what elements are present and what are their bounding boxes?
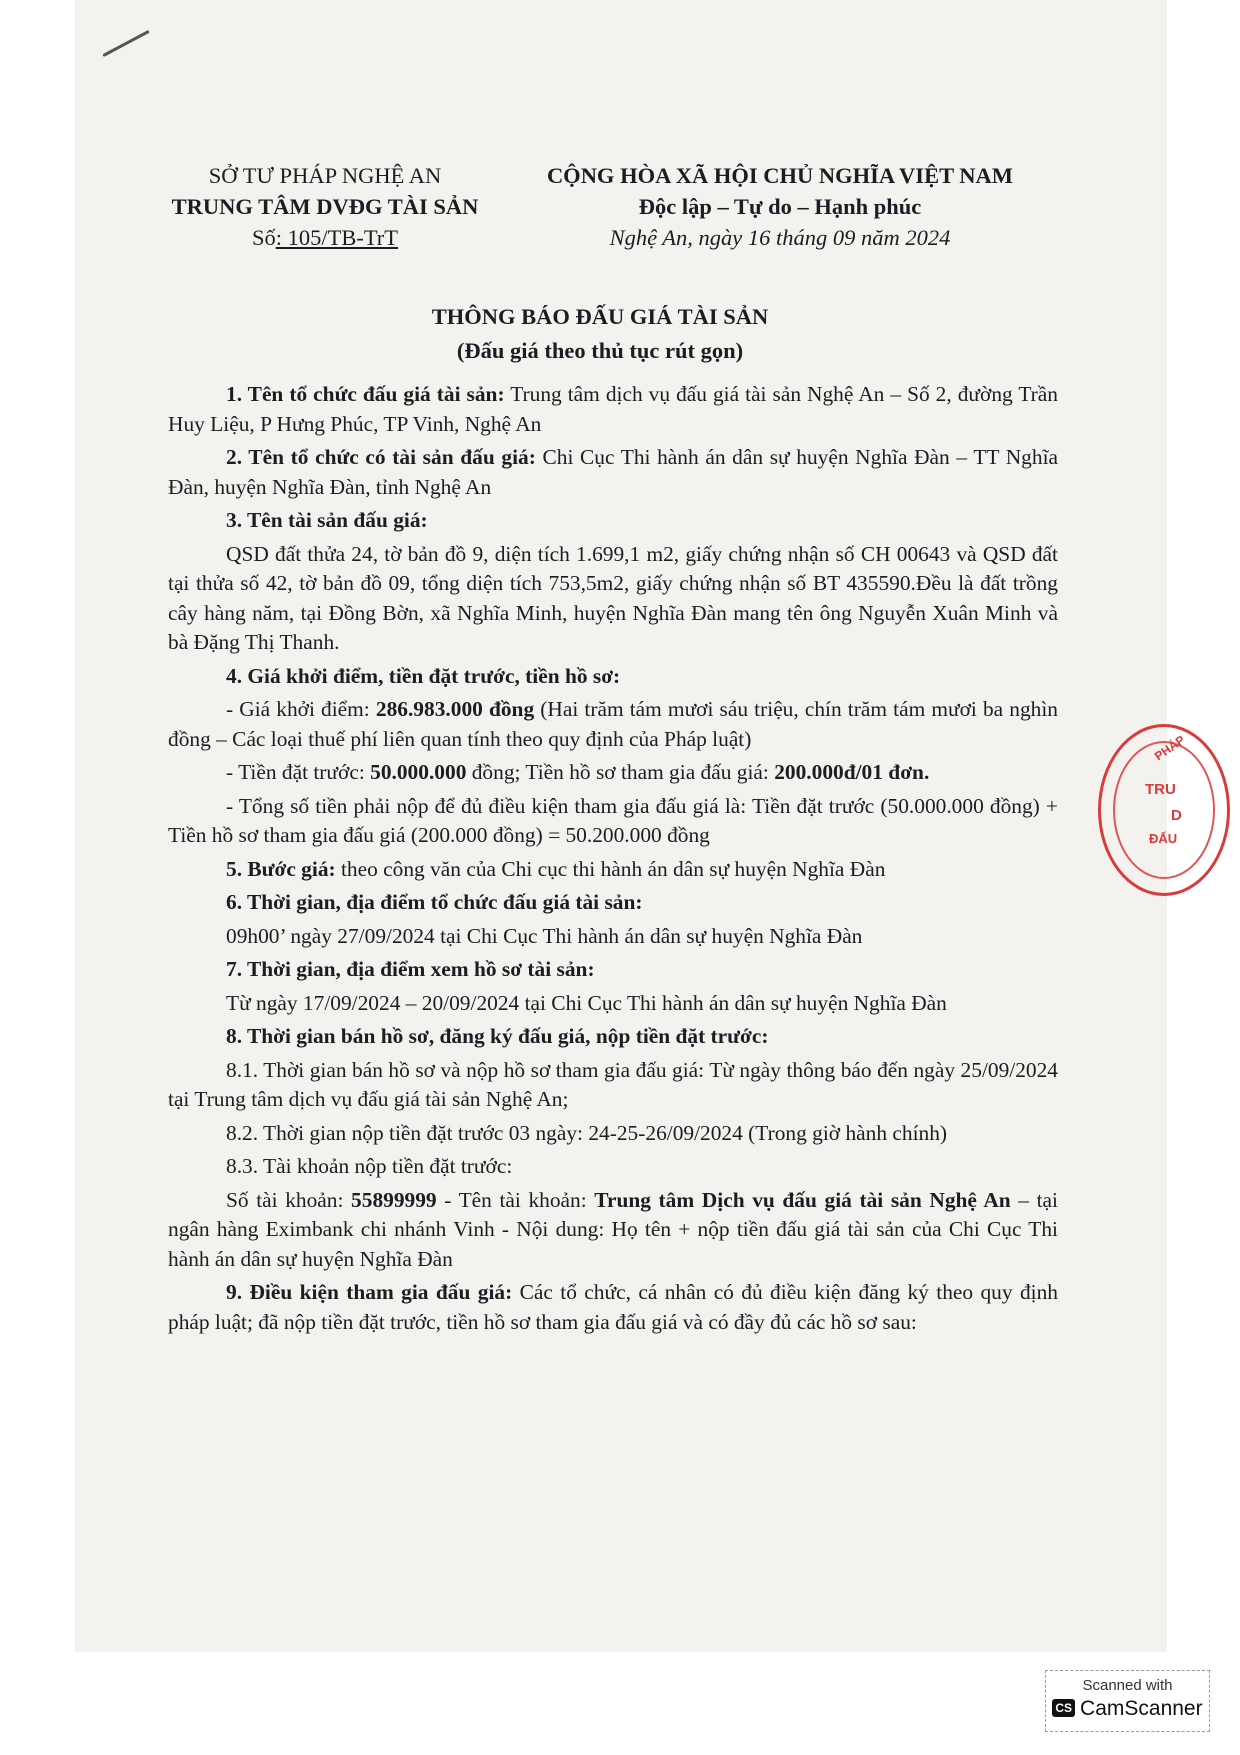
country-name: CỘNG HÒA XÃ HỘI CHỦ NGHĨA VIỆT NAM bbox=[546, 163, 1014, 188]
section-8-2: 8.2. Thời gian nộp tiền đặt trước 03 ngày: 24-25-26/09/2024 (Trong giờ hành chính) bbox=[226, 1120, 948, 1145]
section-6-text: 09h00’ ngày 27/09/2024 tại Chi Cục Thi hành án dân sự huyện Nghĩa Đàn bbox=[226, 923, 863, 948]
section-7-heading: 7. Thời gian, địa điểm xem hồ sơ tài sản: bbox=[226, 957, 595, 981]
bank-account-info: Số tài khoản: 55899999 - Tên tài khoản: Trung tâm Dịch vụ đấu giá tài sản Nghệ An – tại ngân hàng Eximbank chi nhánh Vinh - Nội dung: Họ tên + nộp tiền đấu giá tài sản của Chi Cục Thi hành án dân sự huyện Nghĩa Đàn bbox=[168, 1187, 1058, 1271]
doc-number: Số: 105/TB-TrT bbox=[251, 225, 399, 250]
section-1: 1. Tên tổ chức đấu giá tài sản: Trung tâm dịch vụ đấu giá tài sản Nghệ An – Số 2, đường Trần Huy Liệu, P Hưng Phúc, TP Vinh, Nghệ An bbox=[168, 382, 1058, 436]
camscanner-watermark: Scanned with CS CamScanner bbox=[1045, 1670, 1210, 1732]
document-title bbox=[200, 300, 1000, 368]
cs-logo-icon: CS bbox=[1052, 1699, 1075, 1717]
section-4-heading: 4. Giá khởi điểm, tiền đặt trước, tiền hồ sơ: bbox=[226, 663, 621, 688]
place-date: Nghệ An, ngày 16 tháng 09 năm 2024 bbox=[609, 225, 951, 250]
section-8-heading: 8. Thời gian bán hồ sơ, đăng ký đấu giá, nộp tiền đặt trước: bbox=[226, 1024, 769, 1048]
red-seal-stamp: PHÁP TRU D ĐẤU bbox=[1098, 724, 1230, 896]
section-7-text: Từ ngày 17/09/2024 – 20/09/2024 tại Chi Cục Thi hành án dân sự huyện Nghĩa Đàn bbox=[226, 990, 947, 1015]
national-header bbox=[520, 160, 1040, 253]
org-parent: SỞ TƯ PHÁP NGHỆ AN bbox=[208, 163, 442, 188]
section-3-heading: 3. Tên tài sản đấu giá: bbox=[226, 508, 428, 532]
section-6-heading: 6. Thời gian, địa điểm tổ chức đấu giá tài sản: bbox=[226, 890, 643, 914]
section-4-total: - Tổng số tiền phải nộp để đủ điều kiện tham gia đấu giá là: Tiền đặt trước (50.000.000 đồng) + Tiền hồ sơ tham gia đấu giá (200.000 đồng) = 50.200.000 đồng bbox=[168, 793, 1058, 847]
section-8-3: 8.3. Tài khoản nộp tiền đặt trước: bbox=[226, 1154, 513, 1178]
section-8-1: 8.1. Thời gian bán hồ sơ và nộp hồ sơ tham gia đấu giá: Từ ngày thông báo đến ngày 25/09/2024 tại Trung tâm dịch vụ đấu giá tài sản Nghệ An; bbox=[168, 1057, 1058, 1111]
issuer-header bbox=[150, 160, 500, 253]
section-4-deposit: - Tiền đặt trước: 50.000.000 đồng; Tiền hồ sơ tham gia đấu giá: 200.000đ/01 đơn. bbox=[226, 760, 930, 784]
section-4-starting-price: - Giá khởi điểm: 286.983.000 đồng (Hai trăm tám mươi sáu triệu, chín trăm tám mươi ba nghìn đồng – Các loại thuế phí liên quan tính theo quy định của Pháp luật) bbox=[168, 697, 1058, 751]
section-2: 2. Tên tổ chức có tài sản đấu giá: Chi Cục Thi hành án dân sự huyện Nghĩa Đàn – TT Nghĩa Đàn, huyện Nghĩa Đàn, tỉnh Nghệ An bbox=[168, 445, 1059, 499]
org-name: TRUNG TÂM DVĐG TÀI SẢN bbox=[171, 194, 479, 219]
section-5: 5. Bước giá: theo công văn của Chi cục thi hành án dân sự huyện Nghĩa Đàn bbox=[226, 856, 886, 881]
section-3-text: QSD đất thửa 24, tờ bản đồ 9, diện tích 1.699,1 m2, giấy chứng nhận số CH 00643 và QSD đất tại thửa số 42, tờ bản đồ 09, tổng diện tích 753,5m2, giấy chứng nhận số BT 435590.Đều là đất trồng cây hàng năm, tại Đồng Bờn, xã Nghĩa Minh, huyện Nghĩa Đàn mang tên ông Nguyễn Xuân Minh và bà Đặng Thị Thanh. bbox=[168, 541, 1058, 654]
document-body bbox=[168, 380, 1058, 1341]
title-main: THÔNG BÁO ĐẤU GIÁ TÀI SẢN bbox=[431, 304, 769, 329]
national-motto: Độc lập – Tự do – Hạnh phúc bbox=[638, 194, 922, 219]
title-sub: (Đấu giá theo thủ tục rút gọn) bbox=[456, 338, 744, 363]
section-9: 9. Điều kiện tham gia đấu giá: Các tổ chức, cá nhân có đủ điều kiện đăng ký theo quy định pháp luật; đã nộp tiền đặt trước, tiền hồ sơ tham gia đấu giá và có đầy đủ các hồ sơ sau: bbox=[168, 1280, 1058, 1334]
